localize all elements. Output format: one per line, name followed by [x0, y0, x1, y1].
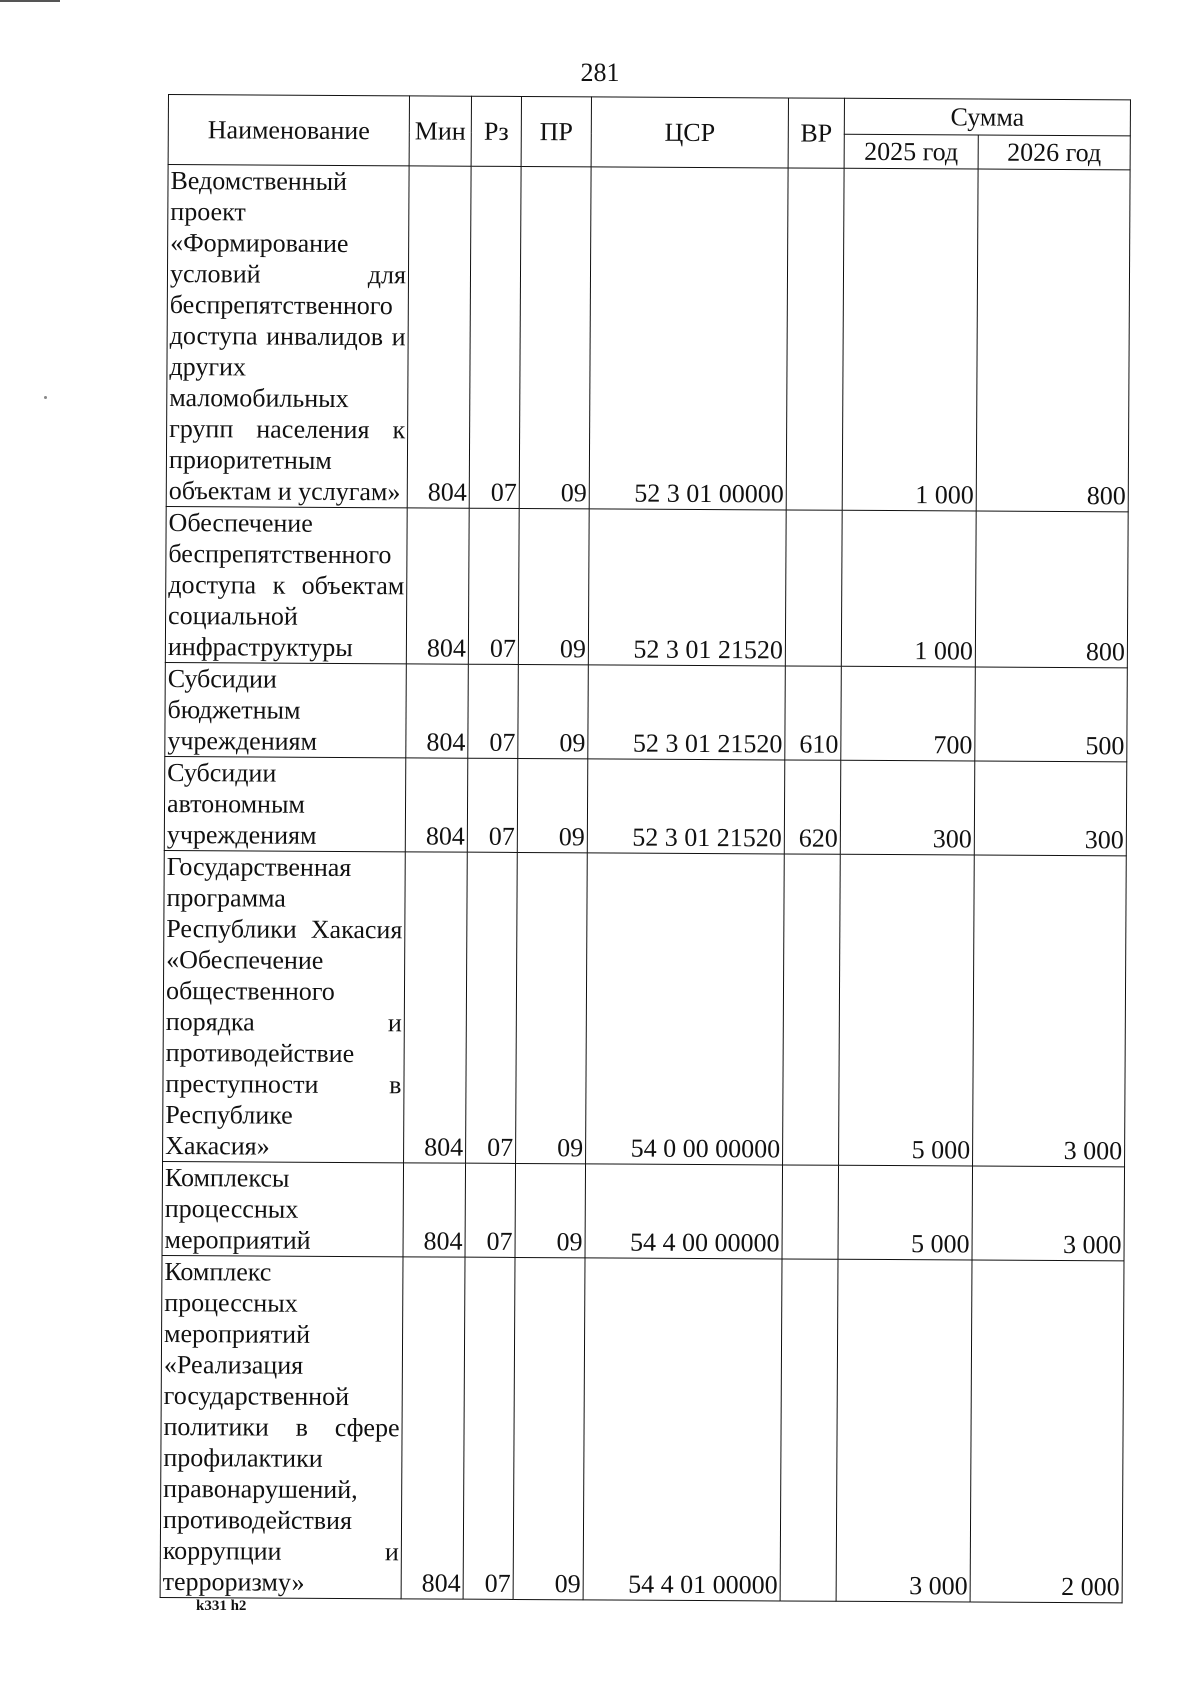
cell-rz: 07 — [466, 852, 518, 1163]
cell-rz: 07 — [467, 758, 518, 852]
cell-csr: 52 3 01 00000 — [589, 167, 788, 510]
cell-min: 804 — [406, 508, 469, 664]
cell-amount-2025: 5 000 — [839, 854, 975, 1166]
cell-pr: 09 — [515, 1163, 586, 1257]
cell-name: Ведомственный проект «Формирование условий для беспрепятственного доступа инвалидов и других маломобильных групп населения к приоритетным объектам и услугам» — [166, 165, 409, 508]
cell-pr: 09 — [519, 166, 591, 508]
cell-amount-2026: 800 — [976, 169, 1130, 512]
cell-vr — [780, 1259, 838, 1601]
cell-amount-2025: 700 — [841, 666, 976, 761]
cell-rz: 07 — [463, 1257, 515, 1599]
cell-amount-2026: 800 — [975, 511, 1128, 668]
header-name: Наименование — [168, 95, 409, 166]
cell-vr — [782, 1165, 839, 1259]
cell-csr: 52 3 01 21520 — [588, 665, 786, 760]
cell-pr: 09 — [517, 758, 588, 852]
cell-pr: 09 — [518, 664, 589, 758]
cell-vr: 610 — [785, 666, 842, 760]
cell-pr: 09 — [518, 508, 589, 664]
cell-rz: 07 — [468, 664, 519, 758]
cell-csr: 54 4 01 00000 — [583, 1258, 782, 1601]
cell-amount-2026: 3 000 — [972, 1166, 1125, 1261]
cell-rz: 07 — [465, 1163, 516, 1257]
table-row — [160, 1255, 1124, 1602]
cell-name: Обеспечение беспрепятственного доступа к объектам социальной инфраструктуры — [165, 506, 407, 663]
cell-csr: 54 4 00 00000 — [585, 1164, 783, 1259]
cell-amount-2025: 1 000 — [841, 510, 976, 667]
cell-name: Комплекс процессных мероприятий «Реализация государственной политики в сфере профилактики правонарушений, противодействия коррупции и терроризму» — [160, 1255, 403, 1598]
table-row — [165, 662, 1128, 761]
cell-min: 804 — [407, 166, 471, 508]
table-row — [163, 850, 1127, 1166]
header-pr: ПР — [521, 96, 591, 166]
cell-vr: 620 — [784, 760, 841, 854]
table-row — [162, 1161, 1125, 1260]
cell-min: 804 — [404, 852, 468, 1163]
cell-rz: 07 — [468, 508, 519, 664]
header-sum: Сумма — [844, 98, 1130, 136]
header-rz: Рз — [471, 96, 521, 166]
budget-table — [160, 94, 1131, 1603]
cell-amount-2025: 300 — [840, 760, 975, 855]
footer-code: k331 h2 — [196, 1598, 247, 1614]
table-row — [164, 756, 1127, 855]
cell-rz: 07 — [469, 166, 521, 508]
table-body — [160, 165, 1130, 1603]
table-row — [166, 165, 1130, 512]
budget-table-container — [160, 94, 1130, 1603]
cell-amount-2025: 5 000 — [838, 1165, 973, 1260]
cell-amount-2025: 3 000 — [836, 1259, 972, 1602]
cell-amount-2026: 2 000 — [970, 1260, 1124, 1603]
cell-csr: 54 0 00 00000 — [586, 853, 785, 1165]
cell-name: Субсидии автономным учреждениям — [164, 756, 406, 851]
header-vr: ВР — [788, 98, 844, 168]
cell-pr: 09 — [516, 852, 588, 1163]
cell-vr — [783, 854, 841, 1165]
cell-min: 804 — [405, 758, 468, 852]
cell-min: 804 — [406, 664, 469, 758]
header-year-2025: 2025 год — [844, 134, 978, 169]
cell-min: 804 — [401, 1257, 465, 1599]
header-min: Мин — [409, 96, 471, 166]
cell-amount-2026: 500 — [975, 667, 1128, 762]
cell-amount-2026: 3 000 — [973, 855, 1127, 1167]
cell-name: Комплексы процессных мероприятий — [162, 1161, 404, 1256]
header-csr: ЦСР — [591, 97, 788, 168]
cell-amount-2026: 300 — [974, 761, 1127, 856]
cell-vr — [786, 168, 844, 510]
cell-csr: 52 3 01 21520 — [587, 759, 785, 854]
cell-pr: 09 — [513, 1257, 585, 1599]
table-header — [168, 95, 1130, 170]
header-year-2026: 2026 год — [978, 135, 1130, 170]
cell-amount-2025: 1 000 — [842, 168, 978, 511]
cell-name: Субсидии бюджетным учреждениям — [165, 662, 407, 757]
scan-speck — [44, 396, 47, 399]
cell-min: 804 — [403, 1163, 466, 1257]
table-row — [165, 506, 1128, 667]
cell-name: Государственная программа Республики Хакасия «Обеспечение общественного порядка и противодействие преступности в Республике Хакасия» — [163, 850, 406, 1162]
cell-vr — [785, 510, 842, 666]
page-number: 281 — [580, 58, 620, 87]
scan-edge-mark — [0, 0, 60, 6]
cell-csr: 52 3 01 21520 — [588, 509, 786, 666]
